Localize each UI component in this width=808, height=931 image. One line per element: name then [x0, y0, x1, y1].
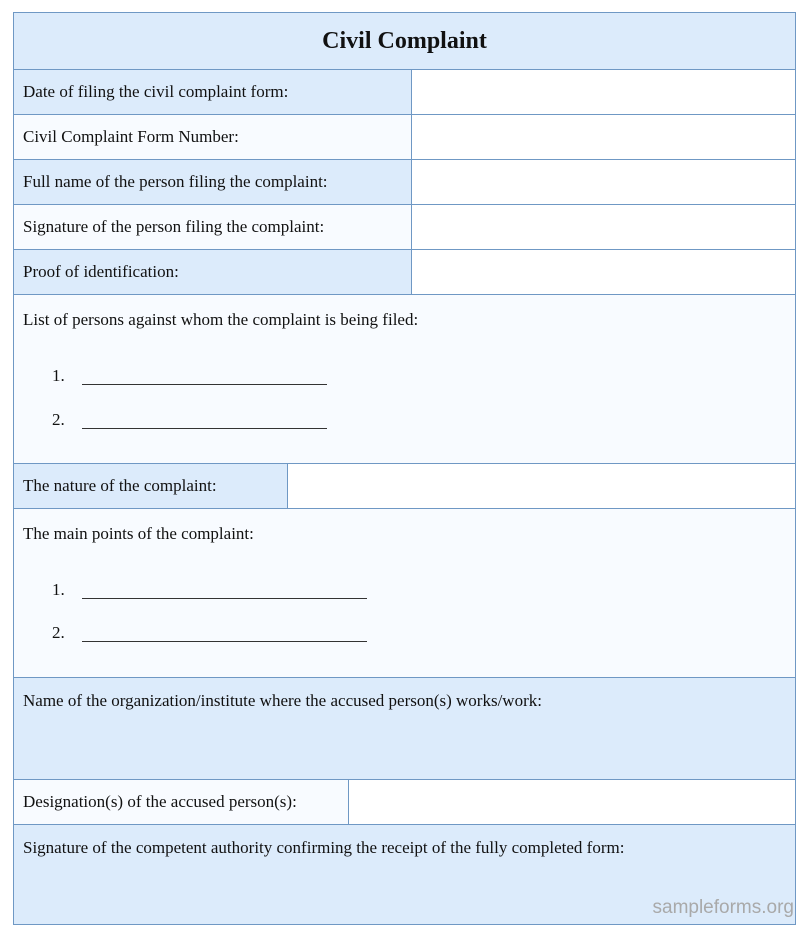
field-row-designation: [14, 779, 795, 824]
field-row-full-name: [14, 159, 795, 204]
full-name-label: Full name of the person filing the complaint:: [14, 160, 412, 204]
nature-input[interactable]: [288, 464, 795, 508]
points-item-line[interactable]: [82, 641, 367, 642]
full-name-input[interactable]: [412, 160, 795, 204]
organization-label: Name of the organization/institute where the accused person(s) works/work:: [23, 691, 542, 710]
form-title: Civil Complaint: [14, 13, 795, 69]
organization-section[interactable]: [14, 677, 795, 779]
designation-label: Designation(s) of the accused person(s):: [14, 780, 349, 824]
proof-id-label: Proof of identification:: [14, 250, 412, 294]
field-row-date: [14, 69, 795, 114]
points-item-number: 2.: [52, 623, 65, 642]
field-row-signature: [14, 204, 795, 249]
points-item-number: 1.: [52, 580, 65, 599]
civil-complaint-form: [13, 12, 796, 925]
persons-section-label: List of persons against whom the complaint is being filed:: [23, 310, 419, 329]
form-number-input[interactable]: [412, 115, 795, 159]
points-section-label: The main points of the complaint:: [23, 524, 254, 543]
persons-item-number: 2.: [52, 410, 65, 429]
persons-section: [14, 294, 795, 463]
signature-label: Signature of the person filing the complaint:: [14, 205, 412, 249]
watermark: sampleforms.org: [652, 897, 794, 918]
authority-signature-label: Signature of the competent authority confirming the receipt of the fully completed form:: [23, 838, 625, 857]
points-item-line[interactable]: [82, 598, 367, 599]
field-row-proof-id: [14, 249, 795, 294]
signature-input[interactable]: [412, 205, 795, 249]
date-input[interactable]: [412, 70, 795, 114]
date-label: Date of filing the civil complaint form:: [14, 70, 412, 114]
form-number-label: Civil Complaint Form Number:: [14, 115, 412, 159]
designation-input[interactable]: [349, 780, 795, 824]
points-section: [14, 508, 795, 677]
nature-label: The nature of the complaint:: [14, 464, 288, 508]
persons-item-number: 1.: [52, 366, 65, 385]
persons-item-line[interactable]: [82, 428, 327, 429]
persons-item-line[interactable]: [82, 384, 327, 385]
field-row-form-number: [14, 114, 795, 159]
field-row-nature: [14, 463, 795, 508]
proof-id-input[interactable]: [412, 250, 795, 294]
